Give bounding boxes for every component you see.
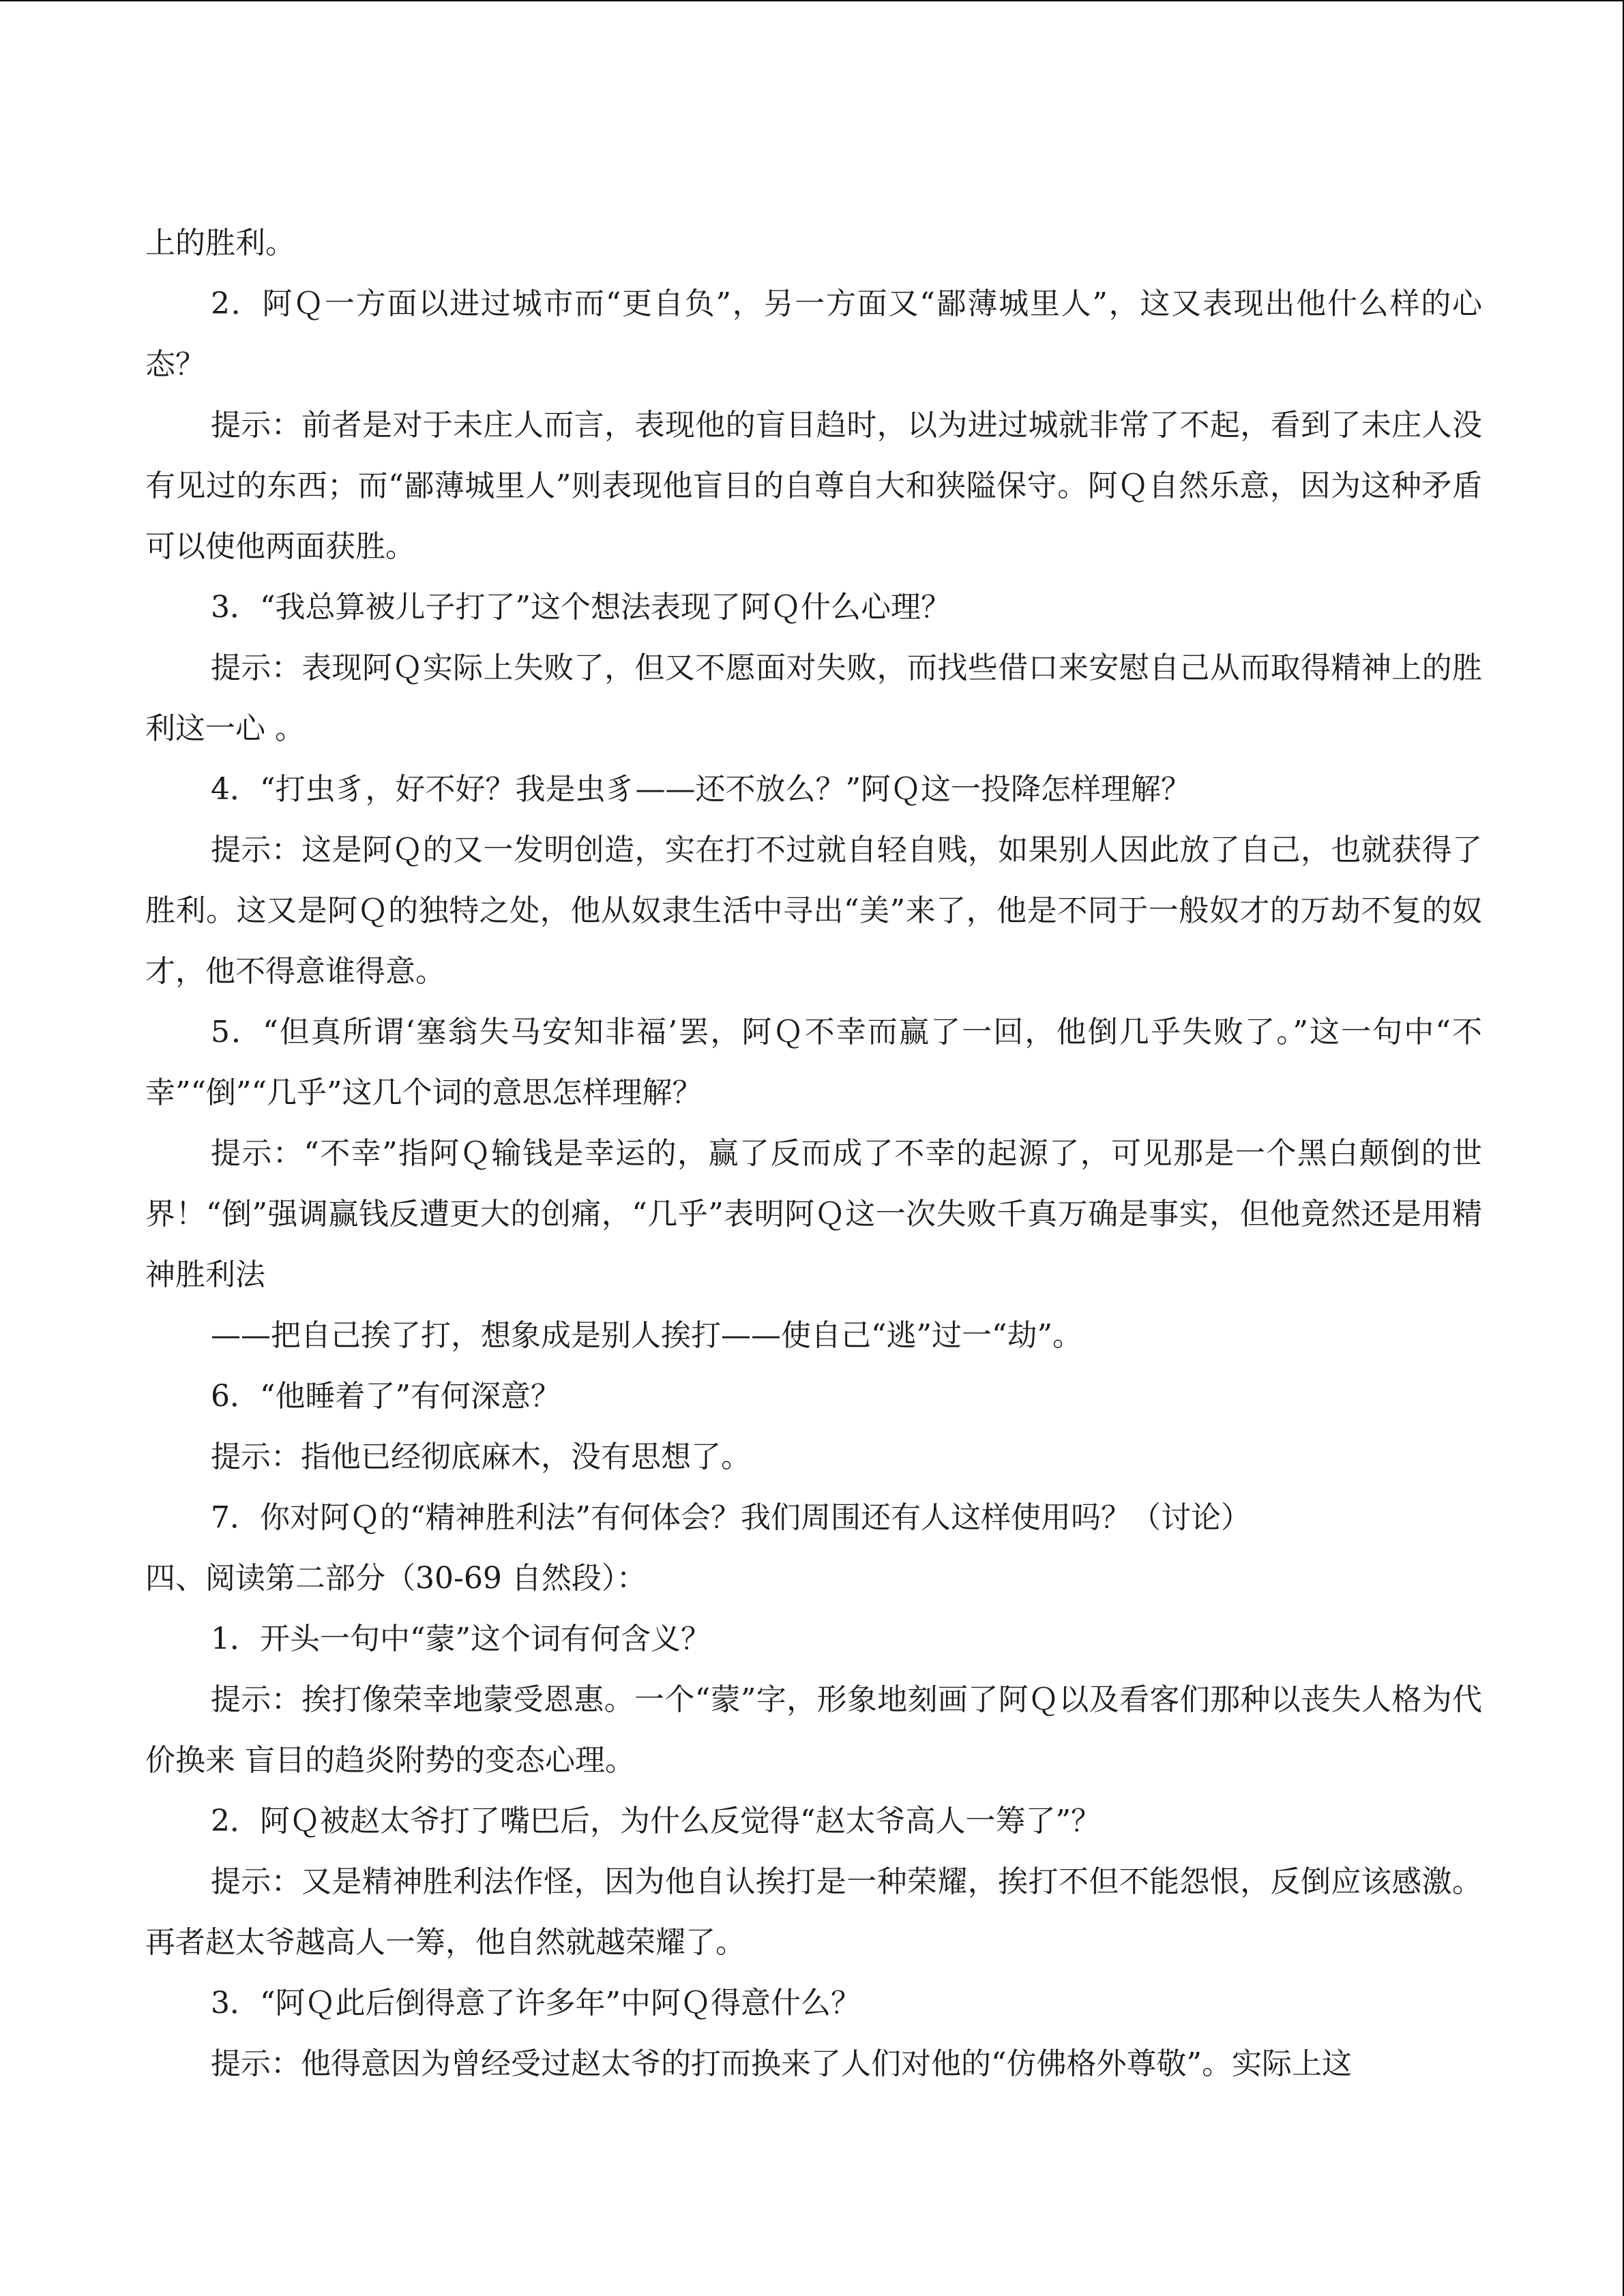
hint-5-continued: ——把自己挨了打，想象成是别人挨打——使自己“逃”过一“劫”。 — [211, 1318, 1082, 1353]
hint-2: 提示：前者是对于未庄人而言，表现他的盲目趋时，以为进过城就非常了不起，看到了未庄人没有见过的东西；而“鄙薄城里人”则表现他盲目的自尊自大和狭隘保守。阿Ｑ自然乐意，因为这种矛盾可以使他两面获胜。 — [145, 408, 1482, 564]
question-6: 6．“他睡着了”有何深意？ — [211, 1379, 561, 1414]
question-part2-3: 3．“阿Ｑ此后倒得意了许多年”中阿Ｑ得意什么？ — [211, 1986, 861, 2021]
question-4: 4．“打虫豸，好不好？我是虫豸——还不放么？”阿Ｑ这一投降怎样理解？ — [211, 772, 1191, 807]
hint-part2-2: 提示：又是精神胜利法作怪，因为他自认挨打是一种荣耀，挨打不但不能怨恨，反倒应该感激。再者赵太爷越高人一筹，他自然就越荣耀了。 — [145, 1864, 1482, 1960]
hint-part2-3: 提示：他得意因为曾经受过赵太爷的打而换来了人们对他的“仿佛格外尊敬”。实际上这 — [211, 2046, 1352, 2081]
paragraph: 上的胜利。 — [145, 226, 295, 260]
section-heading: 四、阅读第二部分（30-69 自然段）： — [145, 1561, 647, 1596]
hint-4: 提示：这是阿Ｑ的又一发明创造，实在打不过就自轻自贱，如果别人因此放了自己，也就获得了胜利。这又是阿Ｑ的独特之处，他从奴隶生活中寻出“美”来了，他是不同于一般奴才的万劫不复的奴才，他不得意谁得意。 — [145, 833, 1482, 989]
question-7: 7．你对阿Ｑ的“精神胜利法”有何体会？我们周围还有人这样使用吗？（讨论） — [211, 1500, 1251, 1535]
question-3: 3．“我总算被儿子打了”这个想法表现了阿Ｑ什么心理？ — [211, 590, 951, 625]
hint-5: 提示：“不幸”指阿Ｑ输钱是幸运的，赢了反而成了不幸的起源了，可见那是一个黑白颠倒的世界！“倒”强调赢钱反遭更大的创痛，“几乎”表明阿Ｑ这一次失败千真万确是事实，但他竟然还是用精神胜利法 — [145, 1136, 1482, 1292]
hint-3: 提示：表现阿Ｑ实际上失败了，但又不愿面对失败，而找些借口来安慰自己从而取得精神上的胜利这一心 。 — [145, 651, 1482, 746]
document-body — [145, 213, 1482, 2094]
question-part2-1: 1．开头一句中“蒙”这个词有何含义？ — [211, 1622, 711, 1656]
question-part2-2: 2．阿Ｑ被赵太爷打了嘴巴后，为什么反觉得“赵太爷高人一筹了”？ — [211, 1804, 1101, 1838]
question-2: 2．阿Ｑ一方面以进过城市而“更自负”，另一方面又“鄙薄城里人”，这又表现出他什么样的心态？ — [145, 286, 1482, 382]
hint-part2-1: 提示：挨打像荣幸地蒙受恩惠。一个“蒙”字，形象地刻画了阿Ｑ以及看客们那种以丧失人格为代价换来 盲目的趋炎附势的变态心理。 — [145, 1682, 1483, 1778]
question-5: 5．“但真所谓‘塞翁失马安知非福’罢，阿Ｑ不幸而赢了一回，他倒几乎失败了。”这一句中“不幸”“倒”“几乎”这几个词的意思怎样理解？ — [145, 1015, 1482, 1110]
hint-6: 提示：指他已经彻底麻木，没有思想了。 — [211, 1440, 751, 1474]
